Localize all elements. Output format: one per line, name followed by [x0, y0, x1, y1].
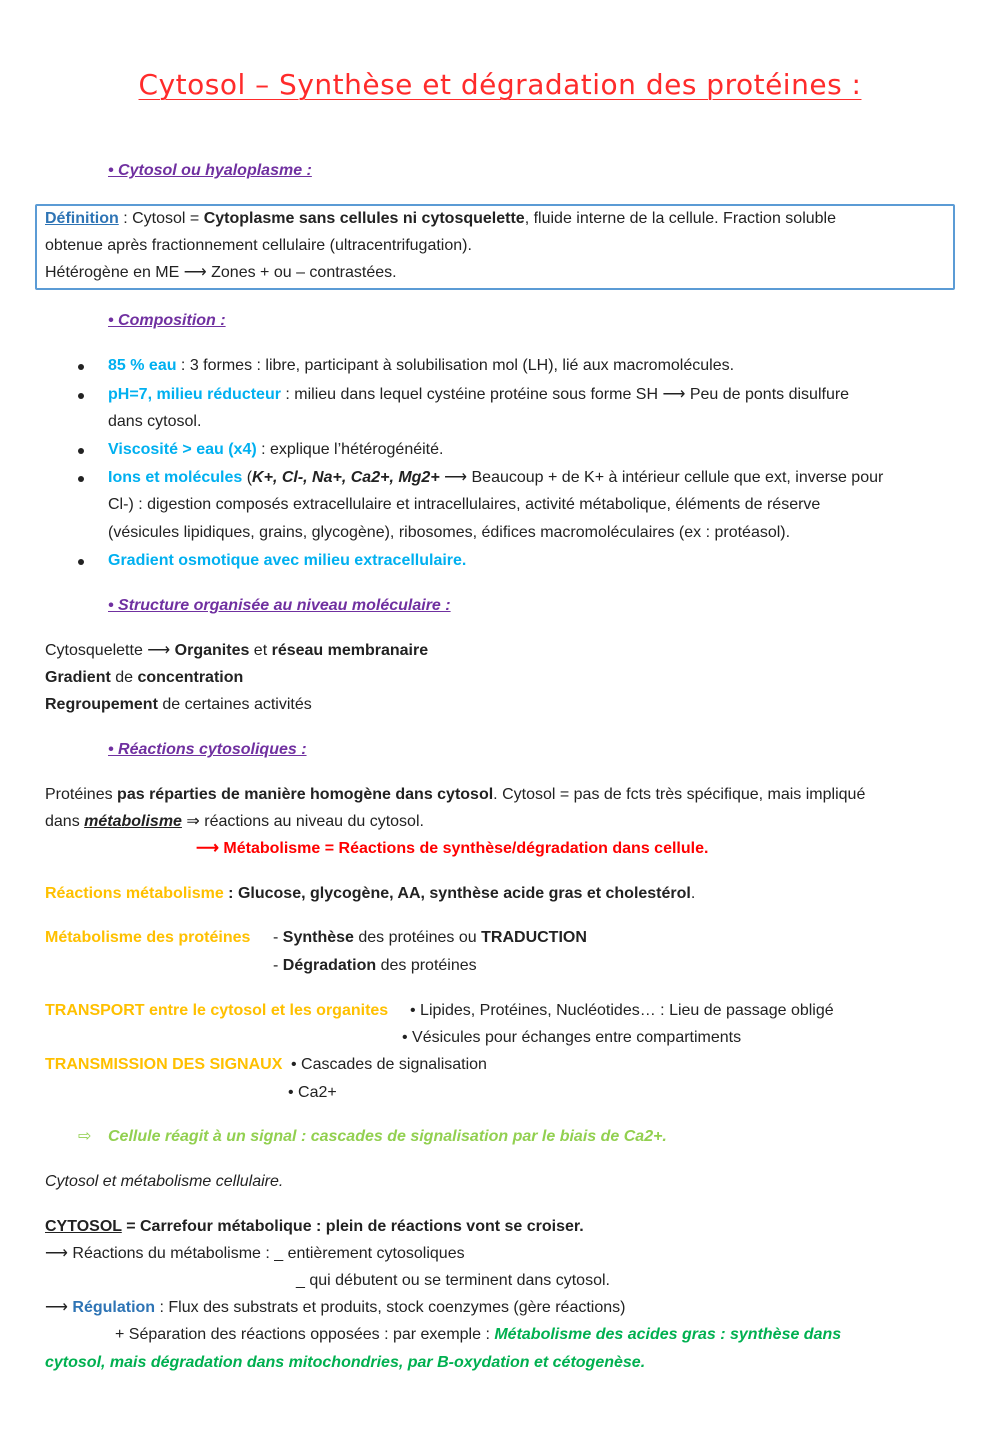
bullet-icon: [78, 393, 84, 399]
composition-item-5: Gradient osmotique avec milieu extracellulaire.: [108, 552, 467, 569]
composition-item-4-cont-1: Cl-) : digestion composés extracellulaire et intracellulaires, activité métabolique, éléments de réserve: [108, 496, 821, 513]
structure-line-2: Gradient de concentration: [45, 669, 244, 686]
bullet-icon: [78, 448, 84, 454]
definition-line-2: obtenue après fractionnement cellulaire (ultracentrifugation).: [45, 237, 472, 254]
protein-metabolism-item-2: - Dégradation des protéines: [273, 957, 477, 974]
bullet-icon: [78, 364, 84, 370]
section-heading-composition: • Composition :: [108, 312, 226, 329]
separation-line-cont: cytosol, mais dégradation dans mitochondries, par B-oxydation et cétogenèse.: [45, 1354, 646, 1371]
protein-metabolism-label: Métabolisme des protéines: [45, 929, 251, 946]
composition-item-2: pH=7, milieu réducteur : milieu dans lequel cystéine protéine sous forme SH ⟶ Peu de ponts disulfure: [108, 386, 850, 403]
bullet-icon: [78, 476, 84, 482]
definition-line-3: Hétérogène en ME ⟶ Zones + ou – contrastées.: [45, 264, 397, 281]
protein-metabolism-item-1: - Synthèse des protéines ou TRADUCTION: [273, 929, 587, 946]
transport-item-2: • Vésicules pour échanges entre compartiments: [402, 1029, 742, 1046]
composition-item-1: 85 % eau : 3 formes : libre, participant à solubilisation mol (LH), lié aux macromolécules.: [108, 357, 735, 374]
structure-line-3: Regroupement de certaines activités: [45, 696, 312, 713]
outline-arrow-icon: ⇨: [78, 1128, 92, 1145]
signal-transmission-label: TRANSMISSION DES SIGNAUX: [45, 1056, 283, 1073]
reactions-paragraph-line-1: Protéines pas réparties de manière homogène dans cytosol. Cytosol = pas de fcts très spécifique, mais impliqué: [45, 786, 866, 803]
reactions-paragraph-line-2: dans métabolisme ⇒ réactions au niveau du cytosol.: [45, 813, 424, 830]
page-title: Cytosol – Synthèse et dégradation des protéines :: [138, 68, 862, 101]
signal-note: Cellule réagit à un signal : cascades de signalisation par le biais de Ca2+.: [108, 1128, 667, 1145]
composition-item-4: Ions et molécules (K+, Cl-, Na+, Ca2+, Mg2+ ⟶ Beaucoup + de K+ à intérieur cellule que ext, inverse pour: [108, 469, 884, 486]
transport-item-1: • Lipides, Protéines, Nucléotides… : Lieu de passage obligé: [410, 1002, 834, 1019]
cytosol-crossroads-line: CYTOSOL = Carrefour métabolique : plein de réactions vont se croiser.: [45, 1218, 584, 1235]
transport-label: TRANSPORT entre le cytosol et les organites: [45, 1002, 389, 1019]
metabolism-reactions-line-1: ⟶ Réactions du métabolisme : _ entièrement cytosoliques: [45, 1245, 465, 1262]
section-heading-structure: • Structure organisée au niveau moléculaire :: [108, 597, 451, 614]
metabolism-definition: ⟶ Métabolisme = Réactions de synthèse/dégradation dans cellule.: [196, 840, 709, 857]
regulation-line: ⟶ Régulation : Flux des substrats et produits, stock coenzymes (gère réactions): [45, 1299, 626, 1316]
bullet-icon: [78, 559, 84, 565]
reactions-metabolism-line: Réactions métabolisme : Glucose, glycogène, AA, synthèse acide gras et cholestérol.: [45, 885, 696, 902]
composition-item-3: Viscosité > eau (x4) : explique l’hétérogénéité.: [108, 441, 444, 458]
section-heading-cytosol: • Cytosol ou hyaloplasme :: [108, 162, 312, 179]
signal-transmission-item-2: • Ca2+: [288, 1084, 337, 1101]
definition-line-1: Définition : Cytosol = Cytoplasme sans cellules ni cytosquelette, fluide interne de la cellule. Fraction soluble: [45, 210, 836, 227]
metabolism-reactions-line-2: _ qui débutent ou se terminent dans cytosol.: [296, 1272, 610, 1289]
separation-line: + Séparation des réactions opposées : par exemple : Métabolisme des acides gras : synthèse dans: [115, 1326, 842, 1343]
composition-item-4-cont-2: (vésicules lipidiques, grains, glycogène), ribosomes, édifices macromoléculaires (ex : protéasol).: [108, 524, 791, 541]
metabolism-heading: Cytosol et métabolisme cellulaire.: [45, 1173, 284, 1190]
definition-label: Définition: [45, 210, 119, 227]
composition-item-2-cont: dans cytosol.: [108, 413, 202, 430]
structure-line-1: Cytosquelette ⟶ Organites et réseau membranaire: [45, 642, 429, 659]
signal-transmission-item-1: • Cascades de signalisation: [291, 1056, 487, 1073]
section-heading-reactions: • Réactions cytosoliques :: [108, 741, 307, 758]
